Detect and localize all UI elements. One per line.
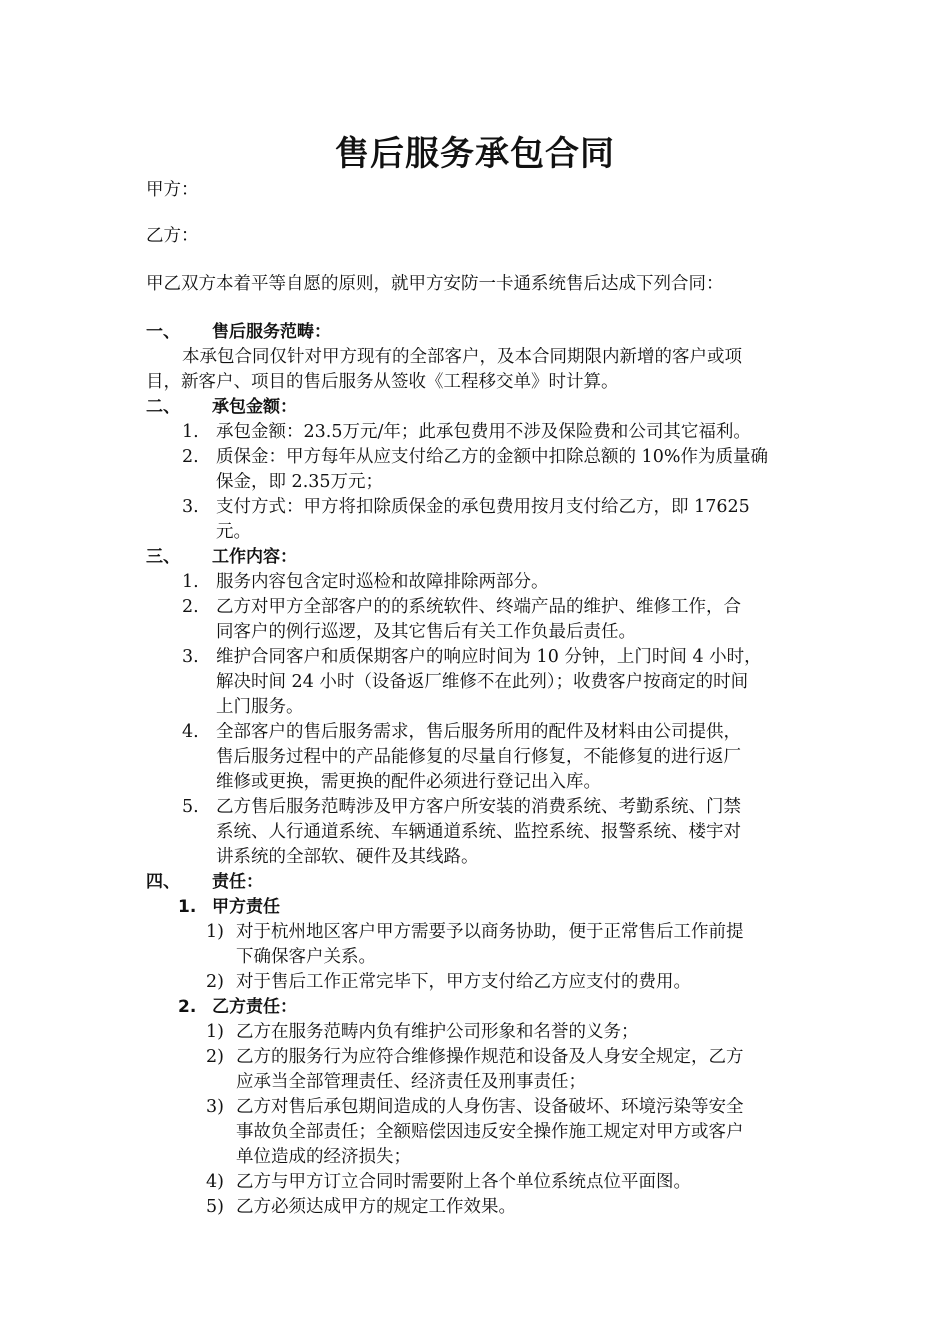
sublist-item-text: 乙方在服务范畴内负有维护公司形象和名誉的义务； (236, 1022, 639, 1042)
sublist-item-text-continued: 事故负全部责任；全额赔偿因违反安全操作施工规定对甲方或客户 (236, 1122, 744, 1142)
list-item-number: 4. (182, 722, 199, 742)
list-item-text: 乙方售后服务范畴涉及甲方客户所安装的消费系统、考勤系统、门禁 (216, 797, 741, 817)
list-item-text-continued: 售后服务过程中的产品能修复的尽量自行修复，不能修复的进行返厂 (216, 747, 741, 767)
list-item-number: 1. (182, 422, 199, 442)
party-a-label: 甲方： (146, 180, 199, 200)
sublist-item-number: 5) (206, 1197, 224, 1217)
section-2-number: 二、 (146, 397, 180, 417)
sublist-item-text: 乙方与甲方订立合同时需要附上各个单位系统点位平面图。 (236, 1172, 691, 1192)
list-item-text-continued: 同客户的例行巡逻，及其它售后有关工作负最后责任。 (216, 622, 636, 642)
sublist-item-number: 2) (206, 972, 224, 992)
section-1-text-line-1: 本承包合同仅针对甲方现有的全部客户，及本合同期限内新增的客户或项 (182, 347, 742, 367)
list-item-text-continued: 讲系统的全部软、硬件及其线路。 (216, 847, 479, 867)
subsection-number: 2. (178, 997, 197, 1017)
sublist-item-text: 乙方必须达成甲方的规定工作效果。 (236, 1197, 516, 1217)
list-item-number: 2. (182, 447, 199, 467)
section-4-title: 责任： (212, 872, 263, 892)
sublist-item-number: 1) (206, 1022, 224, 1042)
section-3-number: 三、 (146, 547, 180, 567)
list-item-text: 乙方对甲方全部客户的的系统软件、终端产品的维护、维修工作，合 (216, 597, 741, 617)
list-item-text: 承包金额：23.5万元/年；此承包费用不涉及保险费和公司其它福利。 (216, 422, 751, 442)
sublist-item-number: 2) (206, 1047, 224, 1067)
section-1-text-line-2: 目，新客户、项目的售后服务从签收《工程移交单》时计算。 (146, 372, 619, 392)
section-3-title: 工作内容： (212, 547, 297, 567)
section-2-title: 承包金额： (212, 397, 297, 417)
section-1-title: 售后服务范畴： (212, 322, 331, 342)
subsection-title-party-a: 甲方责任 (212, 897, 280, 917)
sublist-item-number: 4) (206, 1172, 224, 1192)
section-4-number: 四、 (146, 872, 180, 892)
sublist-item-text-continued: 应承当全部管理责任、经济责任及刑事责任； (236, 1072, 586, 1092)
party-b-label: 乙方： (146, 226, 199, 246)
intro-paragraph: 甲乙双方本着平等自愿的原则，就甲方安防一卡通系统售后达成下列合同： (146, 274, 724, 294)
list-item-text: 全部客户的售后服务需求，售后服务所用的配件及材料由公司提供， (216, 722, 741, 742)
subsection-number: 1. (178, 897, 197, 917)
list-item-text-continued: 元。 (216, 522, 251, 542)
sublist-item-text-continued: 下确保客户关系。 (236, 947, 376, 967)
list-item-number: 2. (182, 597, 199, 617)
section-1-number: 一、 (146, 322, 180, 342)
list-item-text: 服务内容包含定时巡检和故障排除两部分。 (216, 572, 549, 592)
list-item-text: 维护合同客户和质保期客户的响应时间为 10 分钟，上门时间 4 小时， (216, 647, 762, 667)
list-item-text: 支付方式：甲方将扣除质保金的承包费用按月支付给乙方，即 17625 (216, 497, 750, 517)
sublist-item-text: 乙方对售后承包期间造成的人身伤害、设备破坏、环境污染等安全 (236, 1097, 744, 1117)
sublist-item-number: 3) (206, 1097, 224, 1117)
list-item-number: 3. (182, 647, 199, 667)
list-item-text: 质保金：甲方每年从应支付给乙方的金额中扣除总额的 10%作为质量确 (216, 447, 768, 467)
sublist-item-text: 乙方的服务行为应符合维修操作规范和设备及人身安全规定，乙方 (236, 1047, 744, 1067)
list-item-text-continued: 上门服务。 (216, 697, 304, 717)
list-item-text-continued: 解决时间 24 小时（设备返厂维修不在此列）；收费客户按商定的时间 (216, 672, 749, 692)
page-title: 售后服务承包合同 (335, 134, 615, 174)
list-item-number: 1. (182, 572, 199, 592)
list-item-number: 3. (182, 497, 199, 517)
list-item-text-continued: 维修或更换，需更换的配件必须进行登记出入库。 (216, 772, 601, 792)
sublist-item-number: 1) (206, 922, 224, 942)
sublist-item-text-continued: 单位造成的经济损失； (236, 1147, 411, 1167)
subsection-title-party-b: 乙方责任： (212, 997, 297, 1017)
list-item-text-continued: 系统、人行通道系统、车辆通道系统、监控系统、报警系统、楼宇对 (216, 822, 741, 842)
sublist-item-text: 对于售后工作正常完毕下，甲方支付给乙方应支付的费用。 (236, 972, 691, 992)
sublist-item-text: 对于杭州地区客户甲方需要予以商务协助，便于正常售后工作前提 (236, 922, 744, 942)
list-item-number: 5. (182, 797, 199, 817)
list-item-text-continued: 保金，即 2.35万元； (216, 472, 384, 492)
